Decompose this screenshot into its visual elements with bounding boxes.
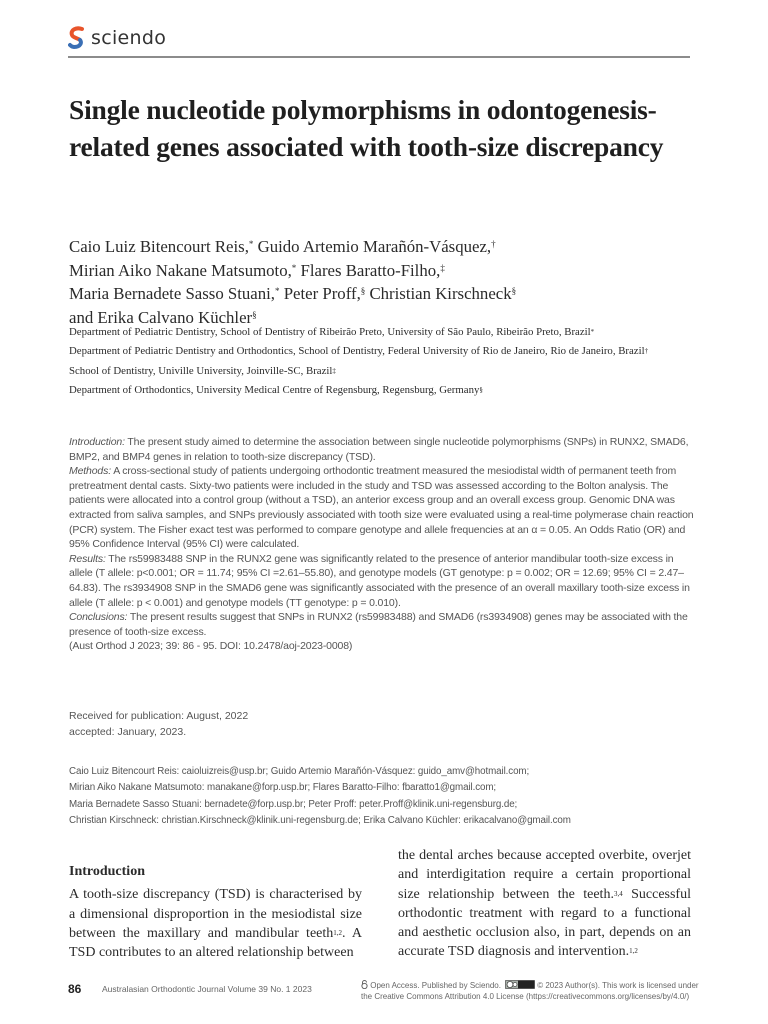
- email-line: Christian Kirschneck: christian.Kirschneck@klinik.uni-regensburg.de; Erika Calvano Küchler: erikacalvano@gmail.com: [69, 815, 571, 827]
- citation: (Aust Orthod J 2023; 39: 86 - 95. DOI: 10.2478/aoj-2023-0008): [69, 640, 353, 653]
- author-mark: §: [252, 310, 257, 321]
- abstract-methods: [69, 464, 697, 552]
- publisher-logo: [68, 26, 166, 50]
- abstract-text: The rs59983488 SNP in the RUNX2 gene was significantly related to the presence of anterior mandibular tooth-size excess in allele (T allele: p<0.001; OR = 11.74; 95% CI =2.61–55.80), and genotype models (GT genotype: p = 0.002; OR = 12.69; 95% CI = 2.47–64.83). The rs3934908 SNP in the SMAD6 gene was significantly associated with the presence of an overall maxillary tooth-size excess in allele (T allele: p < 0.001) and genotype models (TT genotype: p = 0.010).: [69, 552, 690, 609]
- abstract-label: Introduction:: [69, 436, 125, 448]
- author-name: Peter Proff,: [283, 284, 361, 304]
- cc-by-license-icon[interactable]: [505, 980, 535, 989]
- affiliation: [69, 323, 709, 342]
- page-number: 86: [68, 982, 82, 996]
- author-mark: §: [360, 286, 366, 297]
- author-name: Maria Bernadete Sasso Stuani,: [69, 284, 275, 304]
- body-column-left: [69, 862, 362, 962]
- author-name: and Erika Calvano Küchler: [69, 308, 253, 328]
- open-access-text: Open Access. Published by Sciendo.: [368, 981, 501, 990]
- abstract-text: The present results suggest that SNPs in RUNX2 (rs59983488) and SMAD6 (rs3934908) genes may be associated with the presence of tooth-size excess.: [69, 611, 688, 638]
- affiliation: [69, 381, 709, 400]
- email-line: Mirian Aiko Nakane Matsumoto: manakane@forp.usp.br; Flares Baratto-Filho: fbaratto1@gmail.com;: [69, 782, 497, 794]
- body-column-right: [398, 846, 691, 962]
- section-heading: Introduction: [69, 864, 145, 879]
- journal-name: Australasian Orthodontic Journal Volume 39 No. 1 2023: [102, 984, 312, 994]
- author-name: Mirian Aiko Nakane Matsumoto,: [69, 260, 292, 280]
- author-name: Guido Artemio Marañón-Vásquez,: [257, 237, 492, 256]
- author-name: Christian Kirschneck: [369, 284, 512, 304]
- publisher-name: sciendo: [91, 27, 167, 49]
- license-text: © 2023 Author(s). This work is licensed under the Creative Commons Attribution 4.0 License (https://creativecommons.org/licenses/by/4.0/): [361, 981, 699, 1002]
- author-mark: *: [248, 239, 254, 249]
- abstract-text: The present study aimed to determine the association between single nucleotide polymorphisms (SNPs) in RUNX2, SMAD6, BMP2, and BMP4 genes in relation to tooth-size discrepancy (TSD).: [69, 436, 689, 463]
- license-notice: [361, 980, 701, 1002]
- author-mark: *: [291, 262, 297, 273]
- author-name: Flares Baratto-Filho,: [300, 260, 441, 280]
- affiliation-mark: *: [590, 328, 595, 336]
- email-line: Caio Luiz Bitencourt Reis: caioluizreis@usp.br; Guido Artemio Marañón-Vásquez: guido_amv@hotmail.com;: [69, 766, 530, 777]
- affiliation-list: [69, 323, 709, 401]
- open-access-icon: [361, 980, 368, 989]
- affiliation-mark: §: [479, 386, 483, 395]
- reference-mark: 1,2: [629, 947, 638, 956]
- author-mark: ‡: [440, 262, 445, 273]
- author-mark: §: [511, 286, 517, 297]
- abstract-label: Results:: [69, 552, 106, 565]
- affiliation: [69, 342, 709, 361]
- abstract-introduction: [69, 435, 697, 464]
- body-paragraph: [398, 846, 691, 962]
- body-text: the dental arches because accepted overbite, overjet and interdigitation require a certain proportional size relationship between the teeth.: [398, 848, 691, 902]
- abstract-results: [69, 552, 697, 610]
- affiliation-text: School of Dentistry, Univille University, Joinville-SC, Brazil: [69, 364, 333, 377]
- abstract-text: A cross-sectional study of patients undergoing orthodontic treatment measured the mesiodistal width of permanent teeth from pretreatment dental casts. Sixty-two patients were included in the study and TSD was assessed according to the Bolton analysis. The patients were allocated into a control group (without a TSD), an anterior excess group and an overall excess group. Genomic DNA was extracted from saliva samples, and SNPs previously associated with tooth size were evaluated using a real-time polymerase chain reaction (PCR) system. The Fisher exact test was performed to compare genotype and allele frequencies at an: [69, 465, 694, 536]
- publication-dates: [69, 709, 469, 740]
- affiliation-text: Department of Orthodontics, University Medical Centre of Regensburg, Regensburg, Germany: [69, 384, 480, 397]
- body-text: A tooth-size discrepancy (TSD) is characterised by a dimensional disproportion in the mesiodistal size between the maxillary and mandibular teeth: [69, 887, 362, 941]
- author-mark: *: [275, 286, 280, 297]
- author-mark: †: [491, 239, 496, 249]
- body-text: Successful orthodontic treatment with regard to a functional and aesthetic occlusion also, in part, depends on an accurate TSD diagnosis and intervention.: [398, 886, 691, 960]
- abstract-label: Methods:: [69, 465, 111, 478]
- author-emails: [69, 764, 709, 830]
- body-text: . A TSD contributes to an altered relationship between: [69, 925, 362, 961]
- body-paragraph: [69, 885, 362, 962]
- author-name: Caio Luiz Bitencourt Reis,: [69, 237, 249, 256]
- reference-mark: 1,2: [333, 928, 343, 937]
- article-title: Single nucleotide polymorphisms in odontogenesis-related genes associated with tooth-size discrepancy: [69, 94, 664, 162]
- email-line: Maria Bernadete Sasso Stuani: bernadete@forp.usp.br; Peter Proff: peter.Proff@klinik.uni-regensburg.de;: [69, 798, 518, 810]
- header-divider: [68, 56, 690, 58]
- abstract-text: = 0.05. An Odds Ratio (OR) and 95% Confidence Interval (95% CI) were calculated.: [69, 523, 686, 551]
- abstract-conclusions: [69, 610, 697, 639]
- sciendo-logo-icon: [68, 26, 86, 50]
- affiliation: [69, 362, 709, 381]
- abstract-label: Conclusions:: [69, 611, 128, 624]
- affiliation-text: Department of Pediatric Dentistry, School of Dentistry of Ribeirão Preto, University of São Paulo, Ribeirão Preto, Brazil: [69, 326, 591, 338]
- affiliation-mark: †: [644, 347, 649, 356]
- affiliation-mark: ‡: [332, 366, 336, 375]
- abstract: [69, 435, 697, 654]
- accepted-date: accepted: January, 2023.: [69, 725, 187, 738]
- affiliation-text: Department of Pediatric Dentistry and Orthodontics, School of Dentistry, Federal University of Rio de Janeiro, Rio de Janeiro, Brazil: [69, 345, 645, 358]
- reference-mark: 3,4: [613, 889, 623, 898]
- received-date: Received for publication: August, 2022: [69, 710, 249, 722]
- author-list: [69, 235, 699, 330]
- alpha-symbol: α: [531, 523, 538, 536]
